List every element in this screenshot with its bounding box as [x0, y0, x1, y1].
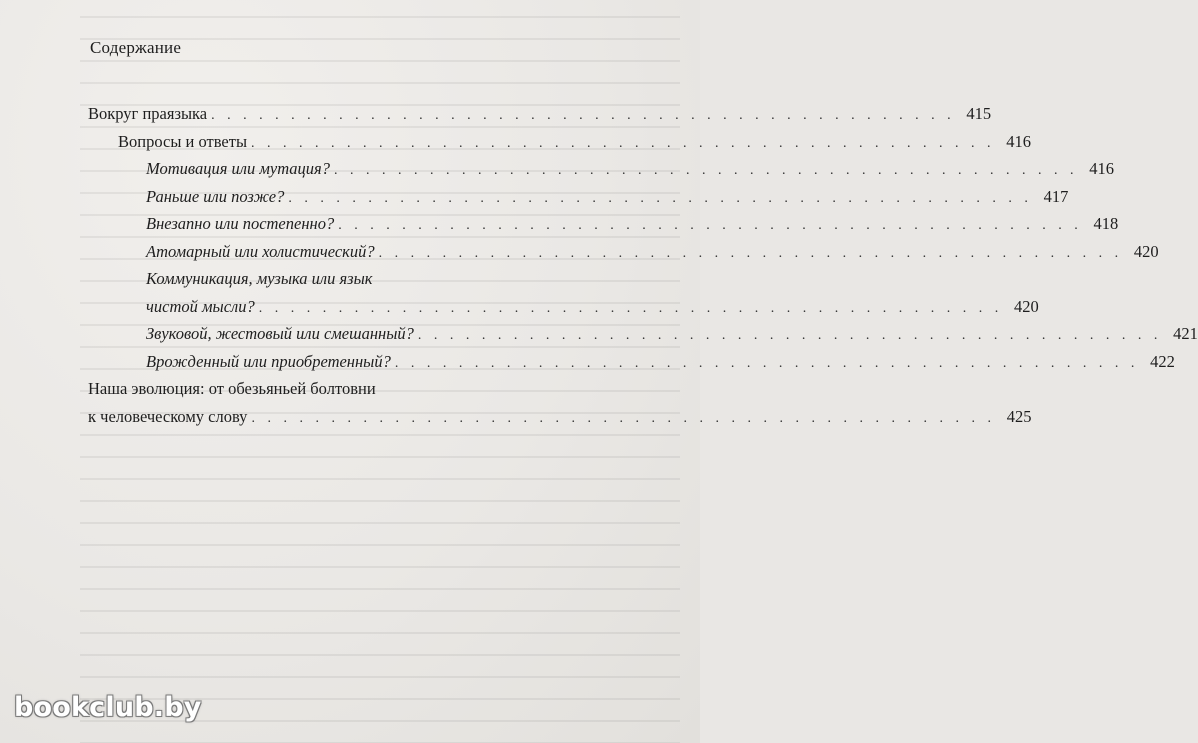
dot-leader: . . . . . . . . . . . . . . . . . . . . . . . . . . . . . . . . . . . . . . . . . . . . . . . — [378, 245, 1123, 261]
toc-entry — [88, 265, 1039, 320]
toc-entry-page: 415 — [966, 104, 992, 123]
dot-leader: . . . . . . . . . . . . . . . . . . . . . . . . . . . . . . . . . . . . . . . . . . . . . . . — [417, 328, 1162, 343]
toc-entry-title: Внезапно или постепенно? — [146, 214, 335, 233]
dot-leader: . . . . . . . . . . . . . . . . . . . . . . . . . . . . . . . . . . . . . . . . . . . . . . . — [251, 135, 996, 151]
toc-entry-page: 420 — [1013, 296, 1039, 316]
toc-entry-title: Вопросы и ответы — [118, 131, 248, 151]
toc-entry-title: Раньше или позже? — [146, 186, 285, 206]
toc-entry — [88, 348, 1175, 376]
toc-entry — [88, 238, 1159, 266]
toc-entry — [88, 100, 992, 128]
toc-entry-title-line1: Наша эволюция: от обезьяньей болтовни — [88, 379, 376, 398]
toc-entry-title: к человеческому слову — [88, 406, 248, 426]
toc-entry-title: чистой мысли? — [146, 296, 255, 316]
toc-entry-page: 418 — [1093, 214, 1119, 233]
toc-entry-title-line1: Коммуникация, музыка или язык — [146, 269, 373, 288]
toc-entry-page: 421 — [1173, 324, 1198, 343]
toc-entry-page: 416 — [1089, 159, 1114, 178]
running-header: Содержание — [90, 38, 182, 57]
toc-entry-title: Врожденный или приобретенный? — [146, 351, 391, 371]
toc-entry-title: Мотивация или мутация? — [146, 159, 330, 178]
dot-leader: . . . . . . . . . . . . . . . . . . . . . . . . . . . . . . . . . . . . . . . . . . . . . . . — [251, 410, 996, 426]
toc-entry-page: 420 — [1133, 241, 1159, 261]
toc-entry — [88, 375, 1032, 430]
site-watermark: bookclub.by — [14, 692, 202, 723]
toc-entry — [88, 128, 1032, 156]
toc-entry — [88, 183, 1069, 211]
dot-leader: . . . . . . . . . . . . . . . . . . . . . . . . . . . . . . . . . . . . . . . . . . . . . . . — [288, 190, 1033, 206]
toc-entry — [88, 320, 1198, 348]
dot-leader: . . . . . . . . . . . . . . . . . . . . . . . . . . . . . . . . . . . . . . . . . . . . . . . — [394, 355, 1139, 371]
toc-entry — [88, 210, 1119, 238]
toc-entry-page: 417 — [1043, 186, 1069, 206]
dot-leader: . . . . . . . . . . . . . . . . . . . . . . . . . . . . . . . . . . . . . . . . . . . . . . . — [338, 218, 1083, 233]
dot-leader: . . . . . . . . . . . . . . . . . . . . . . . . . . . . . . . . . . . . . . . . . . . . . . . — [258, 300, 1003, 316]
table-of-contents — [88, 100, 1198, 430]
toc-entry-page: 416 — [1006, 131, 1032, 151]
toc-entry — [88, 155, 1114, 183]
toc-entry-page: 425 — [1006, 406, 1032, 426]
toc-entry-title: Атомарный или холистический? — [146, 241, 375, 261]
dot-leader: . . . . . . . . . . . . . . . . . . . . . . . . . . . . . . . . . . . . . . . . . . . . . . . — [211, 108, 956, 123]
toc-entry-title: Звуковой, жестовый или смешанный? — [146, 324, 414, 343]
toc-entry-page: 422 — [1150, 351, 1175, 371]
toc-entry-title: Вокруг праязыка — [88, 104, 208, 123]
dot-leader: . . . . . . . . . . . . . . . . . . . . . . . . . . . . . . . . . . . . . . . . . . . . . . . — [333, 163, 1078, 178]
